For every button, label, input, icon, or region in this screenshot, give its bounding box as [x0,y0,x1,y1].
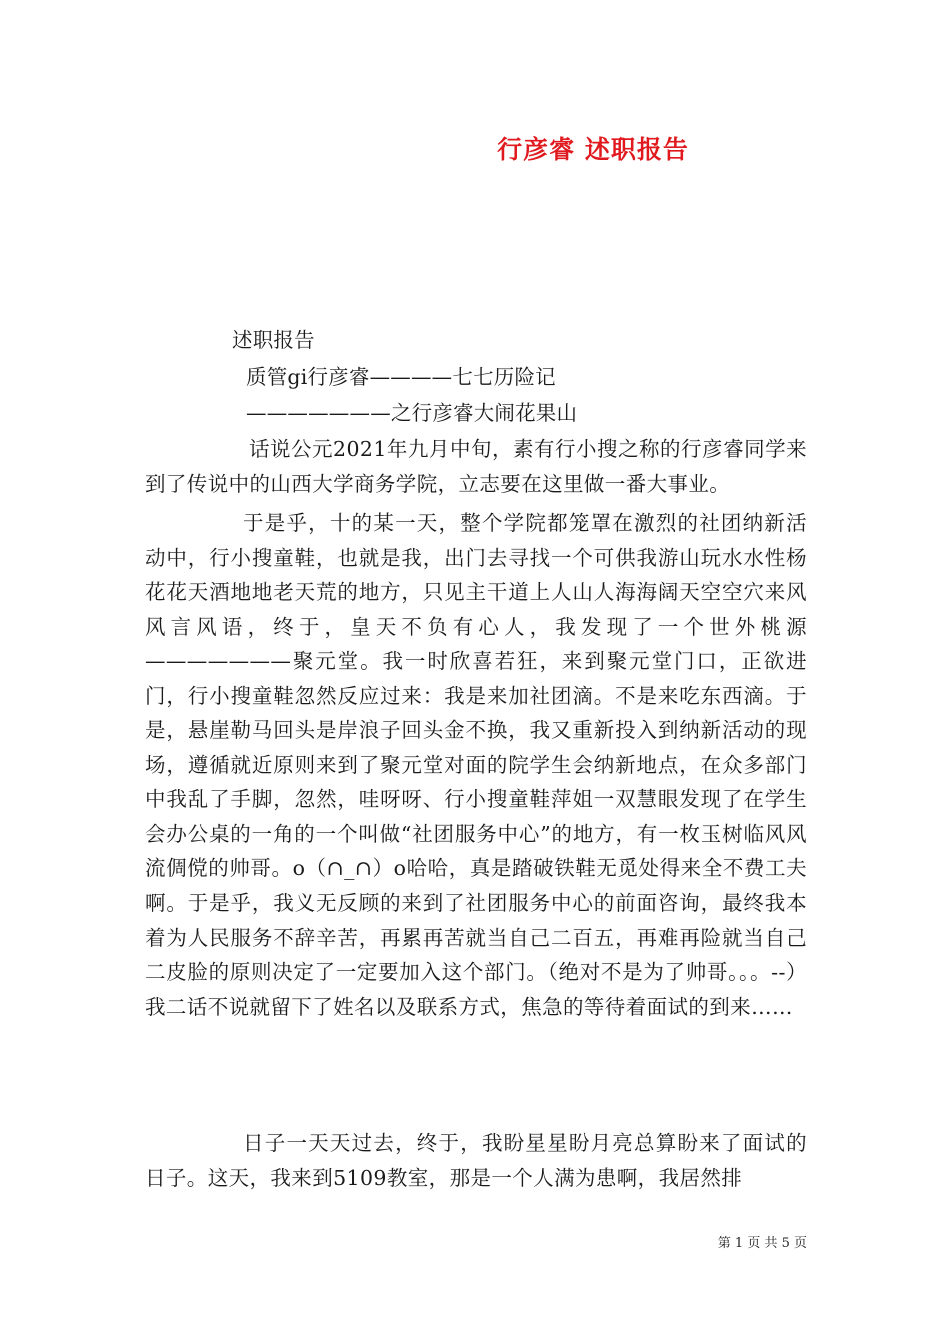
page-footer: 第 1 页 共 5 页 [717,1236,807,1251]
document-title: 行彦睿 述职报告 [497,135,689,164]
report-heading: 述职报告 [232,328,315,352]
paragraph-1: 话说公元2021年九月中旬，素有行小搜之称的行彦睿同学来到了传说中的山西大学商务学院，立志要在这里做一番大事业。 [145,437,807,496]
paragraph-2: 于是乎，十的某一天，整个学院都笼罩在激烈的社团纳新活动中，行小搜童鞋，也就是我，出门去寻找一个可供我游山玩水水性杨花花天酒地地老天荒的地方，只见主干道上人山人海海阔天空空穴来风风言风语，终于，皇天不负有心人，我发现了一个世外桃源———————聚元堂。我一时欣喜若狂，来到聚元堂门口，正欲进门，行小搜童鞋忽然反应过来：我是来加社团滴。不是来吃东西滴。于是，悬崖勒马回头是岸浪子回头金不换，我又重新投入到纳新活动的现场，遵循就近原则来到了聚元堂对面的院学生会纳新地点，在众多部门中我乱了手脚，忽然，哇呀呀、行小搜童鞋萍姐一双慧眼发现了在学生会办公桌的一角的一个叫做“社团服务中心”的地方，有一枚玉树临风风流倜傥的帅哥。o（∩_∩）o哈哈，真是踏破铁鞋无觅处得来全不费工夫啊。于是乎，我义无反顾的来到了社团服务中心的前面咨询，最终我本着为人民服务不辞辛苦，再累再苦就当自己二百五，再难再险就当自己二皮脸的原则决定了一定要加入这个部门。（绝对不是为了帅哥。。。--）我二话不说就留下了姓名以及联系方式，焦急的等待着面试的到来…… [145,511,807,1019]
subtitle-line-1: 质管gi行彦睿————七七历险记 [246,365,556,389]
subtitle-line-2: ———————之行彦睿大闹花果山 [246,401,578,425]
paragraph-3: 日子一天天过去，终于，我盼星星盼月亮总算盼来了面试的日子。这天，我来到5109教室，那是一个人满为患啊，我居然排 [145,1131,807,1190]
